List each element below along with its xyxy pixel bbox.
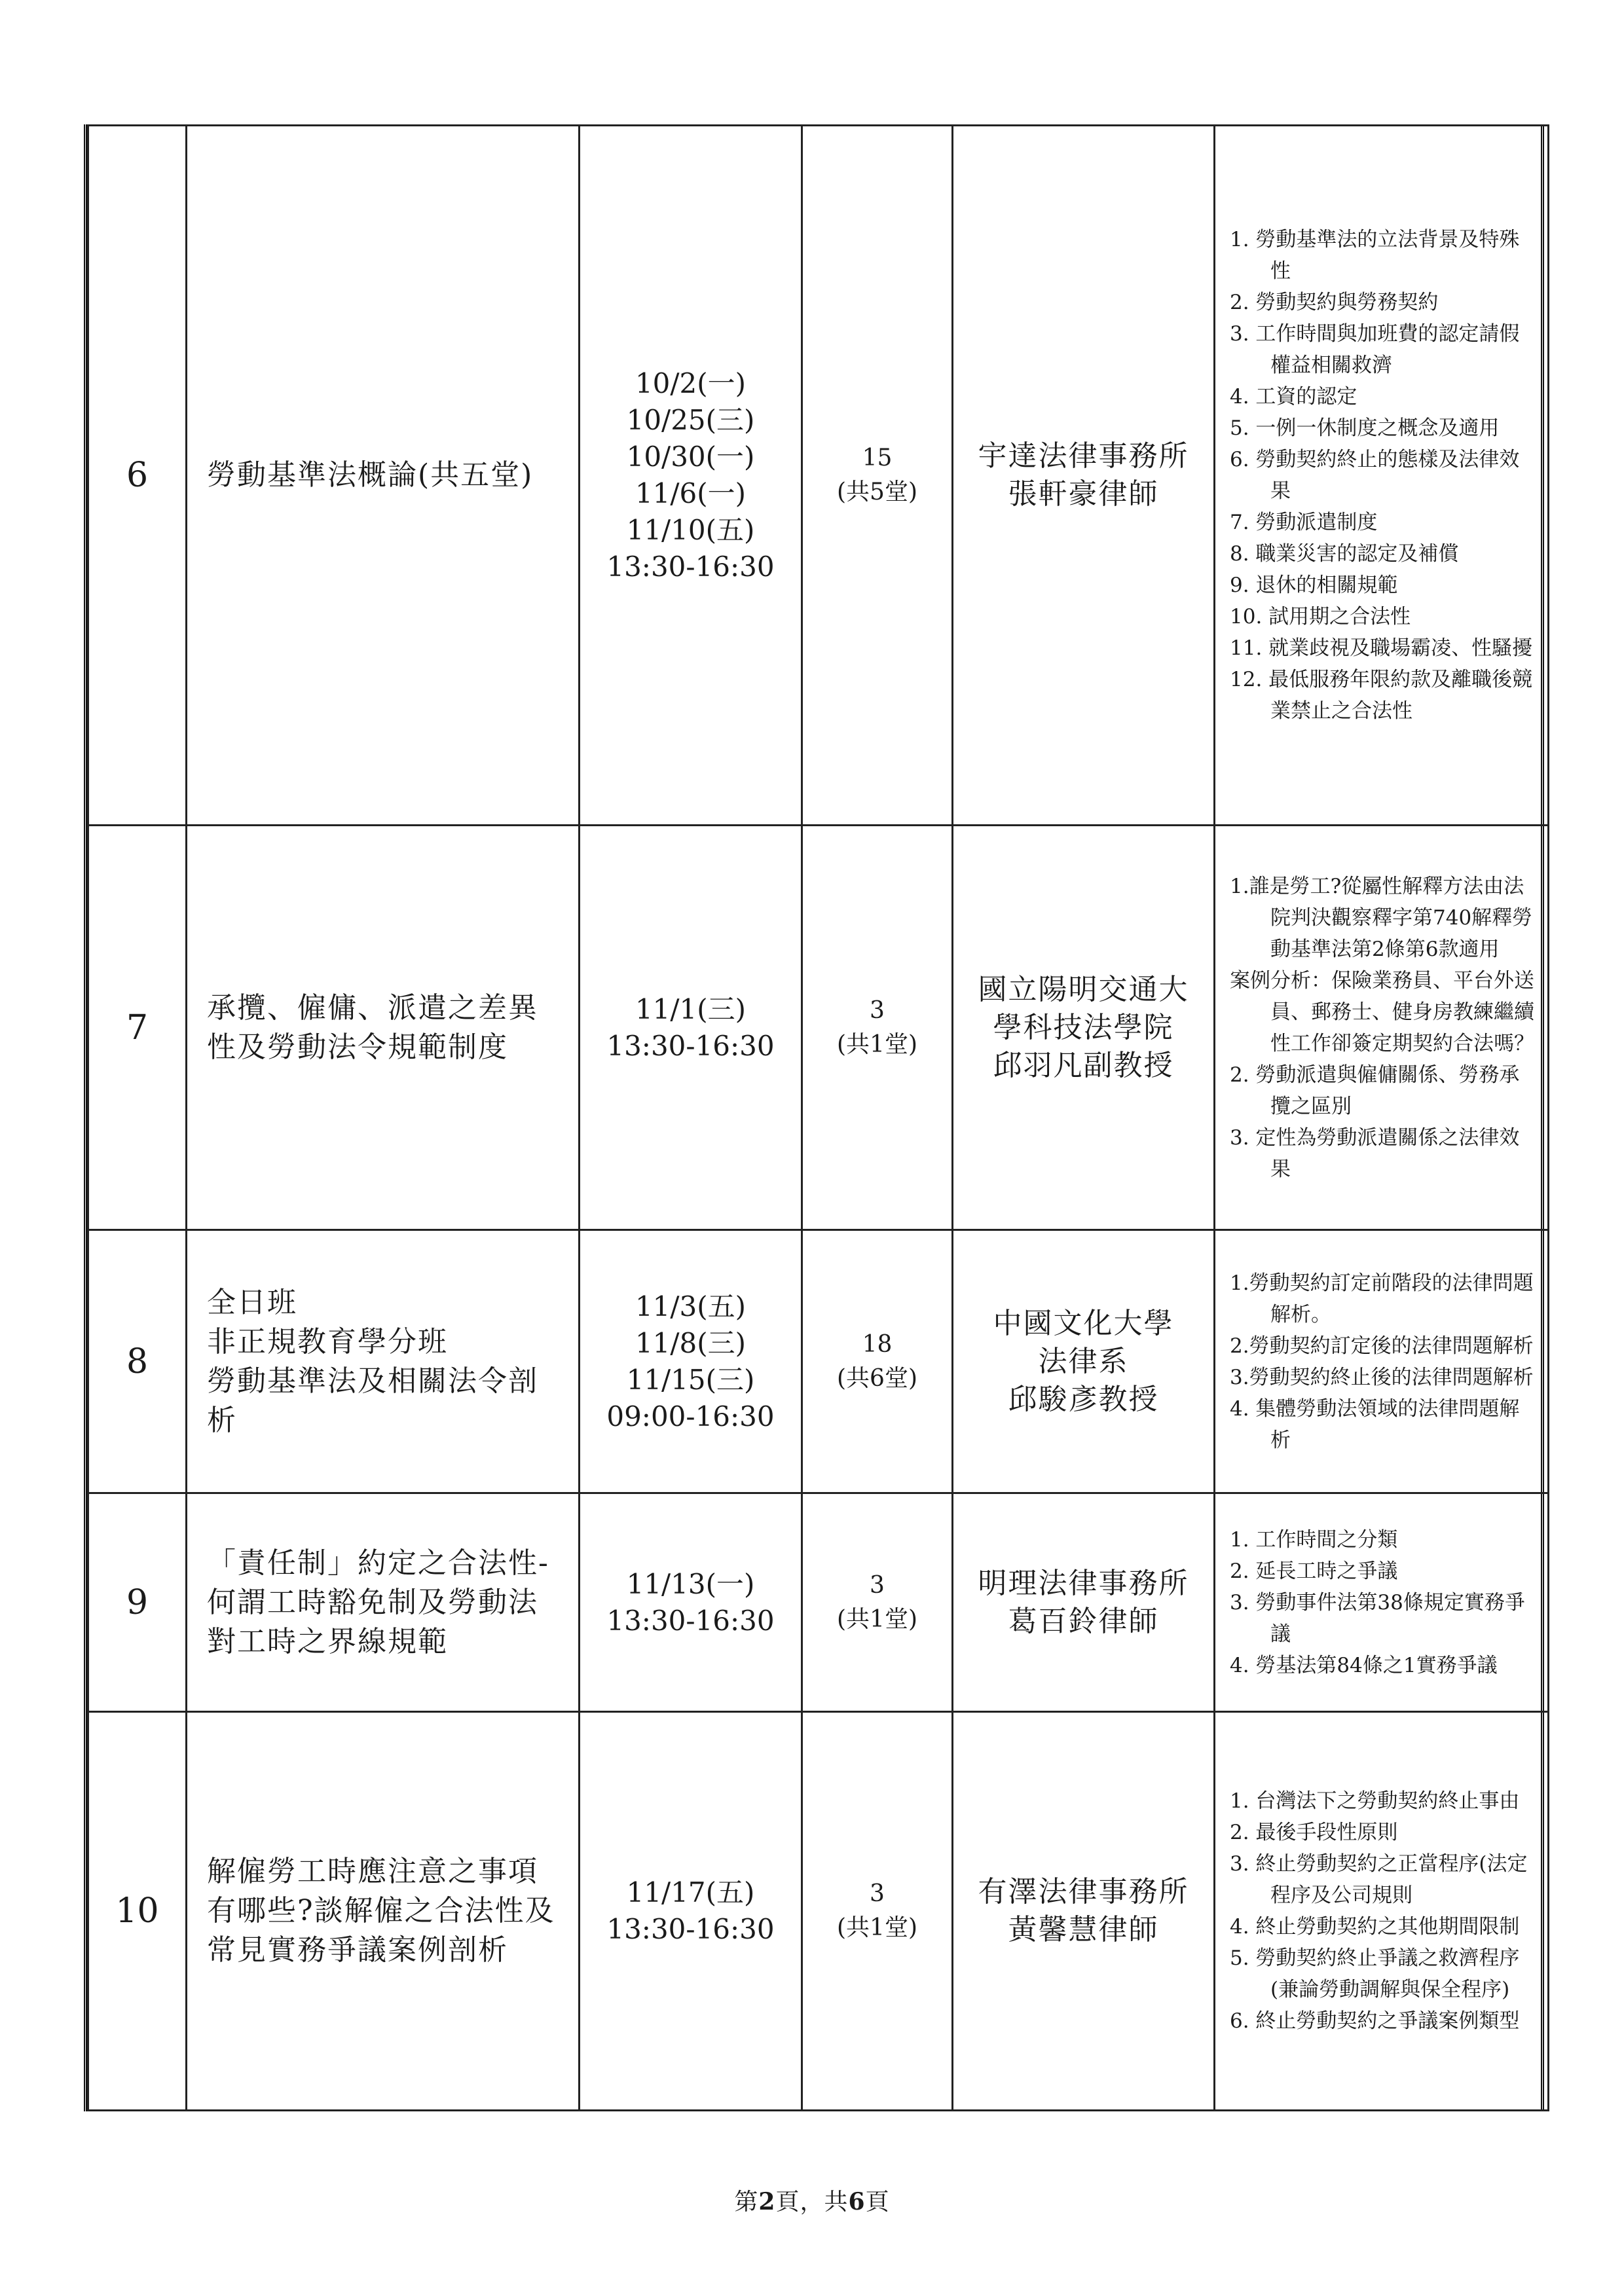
- lecturer-cell: [953, 1230, 1215, 1493]
- content-item: 9. 退休的相關規範: [1230, 574, 1398, 598]
- course-row: [88, 126, 1549, 826]
- content-item: 2. 延長工時之爭議: [1230, 1559, 1398, 1583]
- schedule-line: 09:00-16:30: [606, 1400, 775, 1432]
- lecturer-line: 學科技法學院: [993, 1010, 1174, 1044]
- hours-line: (共6堂): [837, 1364, 917, 1392]
- content-item: 11. 就業歧視及職場霸凌、性騷擾: [1230, 636, 1533, 661]
- content-item: 5. 勞動契約終止爭議之救濟程序(兼論勞動調解與保全程序): [1230, 1946, 1520, 2002]
- course-title-cell: [187, 126, 580, 826]
- course-title-line: 非正規教育學分班: [207, 1324, 448, 1358]
- content-item: 2. 勞動契約與勞務契約: [1230, 291, 1439, 315]
- course-title-line: 勞動基準法概論(共五堂): [207, 458, 534, 492]
- hours-cell: [802, 1493, 953, 1712]
- schedule-line: 11/3(五): [635, 1290, 747, 1322]
- schedule-line: 13:30-16:30: [606, 1029, 775, 1062]
- content-item: 4. 集體勞動法領域的法律問題解析: [1230, 1396, 1520, 1452]
- course-row: [88, 1230, 1549, 1493]
- schedule-line: 13:30-16:30: [606, 1913, 775, 1946]
- course-title-line: 析: [207, 1403, 237, 1437]
- course-title-cell: [187, 826, 580, 1230]
- schedule-line: 10/25(三): [626, 404, 755, 437]
- schedule-line: 13:30-16:30: [606, 1604, 775, 1637]
- content-item: 8. 職業災害的認定及補償: [1230, 542, 1459, 566]
- content-item: 7. 勞動派遣制度: [1230, 511, 1378, 535]
- lecturer-cell: [953, 826, 1215, 1230]
- session-number: 7: [88, 826, 187, 1230]
- hours-line: 15: [862, 445, 893, 472]
- hours-line: 3: [870, 1880, 885, 1908]
- hours-line: (共1堂): [837, 1030, 917, 1058]
- content-item: 3. 終止勞動契約之正當程序(法定程序及公司規則: [1230, 1852, 1528, 1908]
- course-content-cell: [1215, 1230, 1549, 1493]
- session-number: 9: [88, 1493, 187, 1712]
- lecturer-line: 國立陽明交通大: [978, 972, 1189, 1006]
- lecturer-line: 黃馨慧律師: [1008, 1913, 1159, 1947]
- course-title-line: 勞動基準法及相關法令剖: [207, 1364, 538, 1398]
- schedule-line: 11/1(三): [635, 993, 747, 1025]
- course-content-cell: [1215, 126, 1549, 826]
- course-row: [88, 1493, 1549, 1712]
- footer-prefix: 第: [734, 2189, 759, 2215]
- lecturer-line: 邱駿彥教授: [1008, 1382, 1159, 1416]
- hours-line: 3: [870, 996, 885, 1024]
- schedule-line: 11/8(三): [635, 1326, 747, 1359]
- course-title-cell: [187, 1712, 580, 2111]
- lecturer-cell: [953, 1493, 1215, 1712]
- lecturer-cell: [953, 126, 1215, 826]
- lecturer-line: 法律系: [1038, 1344, 1129, 1378]
- lecturer-line: 宇達法律事務所: [978, 439, 1189, 473]
- schedule-cell: [580, 1493, 802, 1712]
- course-content-cell: [1215, 1493, 1549, 1712]
- schedule-cell: [580, 1712, 802, 2111]
- course-title-line: 對工時之界線規範: [207, 1624, 448, 1658]
- content-item: 案例分析：保險業務員、平台外送員、郵務士、健身房教練繼續性工作卻簽定期契約合法嗎？: [1230, 968, 1534, 1055]
- schedule-line: 11/15(三): [626, 1363, 755, 1396]
- course-title-cell: [187, 1230, 580, 1493]
- hours-cell: [802, 126, 953, 826]
- content-item: 6. 終止勞動契約之爭議案例類型: [1230, 2009, 1520, 2033]
- content-item: 2. 勞動派遣與僱傭關係、勞務承攬之區別: [1230, 1063, 1520, 1118]
- schedule-cell: [580, 826, 802, 1230]
- schedule-cell: [580, 1230, 802, 1493]
- schedule-cell: [580, 126, 802, 826]
- schedule-line: 13:30-16:30: [606, 551, 775, 583]
- page-footer: [0, 2183, 1624, 2217]
- hours-cell: [802, 826, 953, 1230]
- content-item: 2.勞動契約訂定後的法律問題解析: [1230, 1334, 1534, 1358]
- content-item: 4. 勞基法第84條之1實務爭議: [1230, 1653, 1498, 1677]
- hours-line: (共1堂): [837, 1914, 917, 1942]
- course-title-line: 「責任制」約定之合法性-: [207, 1546, 549, 1580]
- course-title-line: 何謂工時豁免制及勞動法: [207, 1585, 538, 1619]
- content-item: 10. 試用期之合法性: [1230, 605, 1411, 629]
- content-item: 5. 一例一休制度之概念及適用: [1230, 416, 1500, 441]
- lecturer-line: 邱羽凡副教授: [993, 1048, 1174, 1082]
- hours-line: 18: [862, 1330, 893, 1358]
- session-number: 8: [88, 1230, 187, 1493]
- content-item: 2. 最後手段性原則: [1230, 1821, 1398, 1845]
- lecturer-line: 張軒豪律師: [1008, 477, 1159, 511]
- content-item: 3.勞動契約終止後的法律問題解析: [1230, 1365, 1534, 1389]
- course-row: [88, 826, 1549, 1230]
- content-item: 1. 台灣法下之勞動契約終止事由: [1230, 1789, 1520, 1813]
- content-item: 6. 勞動契約終止的態樣及法律效果: [1230, 448, 1520, 503]
- schedule-line: 11/6(一): [635, 477, 747, 510]
- course-title-line: 全日班: [207, 1285, 297, 1319]
- schedule-line: 11/10(五): [626, 514, 755, 547]
- course-title-cell: [187, 1493, 580, 1712]
- hours-cell: [802, 1712, 953, 2111]
- course-table-body: [88, 126, 1549, 2111]
- footer-page-number: 2: [758, 2188, 776, 2215]
- course-title-line: 承攬、僱傭、派遣之差異: [207, 991, 538, 1025]
- course-title-line: 解僱勞工時應注意之事項: [207, 1855, 538, 1889]
- hours-cell: [802, 1230, 953, 1493]
- schedule-line: 11/17(五): [626, 1876, 755, 1909]
- schedule-line: 10/2(一): [635, 367, 747, 400]
- course-title-line: 常見實務爭議案例剖析: [207, 1933, 508, 1967]
- course-content-cell: [1215, 826, 1549, 1230]
- lecturer-line: 明理法律事務所: [978, 1566, 1189, 1600]
- course-title-line: 有哪些?談解僱之合法性及: [207, 1894, 555, 1928]
- course-title-line: 性及勞動法令規範制度: [207, 1030, 508, 1064]
- lecturer-line: 有澤法律事務所: [978, 1875, 1189, 1909]
- content-item: 3. 工作時間與加班費的認定請假權益相關救濟: [1230, 322, 1520, 378]
- content-item: 3. 勞動事件法第38條規定實務爭議: [1230, 1590, 1525, 1646]
- content-item: 1. 勞動基準法的立法背景及特殊性: [1230, 228, 1520, 283]
- session-number: 6: [88, 126, 187, 826]
- content-item: 1.誰是勞工?從屬性解釋方法由法院判決觀察釋字第740解釋勞動基準法第2條第6款適用: [1230, 874, 1533, 961]
- course-content-cell: [1215, 1712, 1549, 2111]
- session-number: 10: [88, 1712, 187, 2111]
- content-item: 1.勞動契約訂定前階段的法律問題解析。: [1230, 1271, 1534, 1326]
- footer-total-pages: 6: [848, 2188, 866, 2215]
- content-item: 12. 最低服務年限約款及離職後競業禁止之合法性: [1230, 668, 1533, 723]
- content-item: 4. 工資的認定: [1230, 385, 1357, 409]
- content-item: 3. 定性為勞動派遣關係之法律效果: [1230, 1125, 1520, 1181]
- lecturer-cell: [953, 1712, 1215, 2111]
- footer-middle: 頁，共: [775, 2189, 849, 2215]
- content-item: 1. 工作時間之分類: [1230, 1527, 1398, 1552]
- hours-line: 3: [870, 1571, 885, 1599]
- footer-suffix: 頁: [865, 2189, 890, 2215]
- content-item: 4. 終止勞動契約之其他期間限制: [1230, 1915, 1520, 1939]
- course-table: [87, 124, 1549, 2111]
- hours-line: (共5堂): [837, 479, 917, 506]
- course-schedule-sheet: [84, 124, 1544, 2111]
- lecturer-line: 葛百鈴律師: [1008, 1604, 1159, 1638]
- course-row: [88, 1712, 1549, 2111]
- schedule-line: 10/30(一): [626, 441, 755, 473]
- hours-line: (共1堂): [837, 1605, 917, 1633]
- lecturer-line: 中國文化大學: [993, 1306, 1174, 1340]
- schedule-line: 11/13(一): [626, 1567, 755, 1600]
